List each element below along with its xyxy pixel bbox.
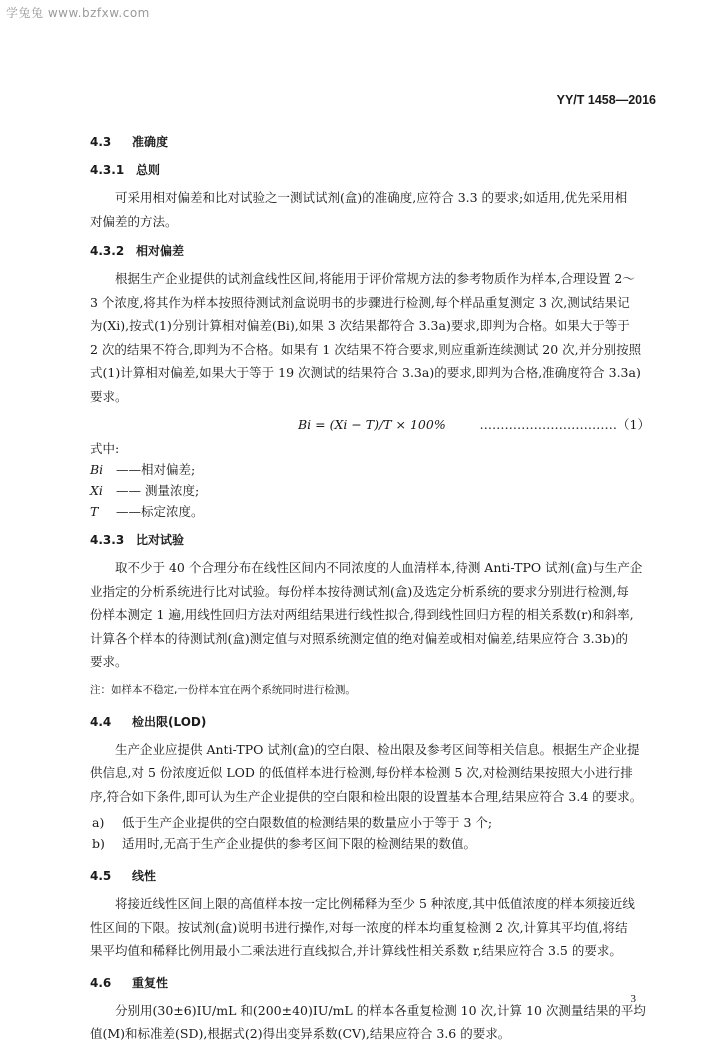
text-line: 值(M)和标准差(SD),根据式(2)得出变异系数(CV),结果应符合 3.6 的要求。 xyxy=(90,1026,511,1041)
text-line: 3 个浓度,将其作为样本按照待测试剂盒说明书的步骤进行检测,每个样品重复测定 3 次,测试结果记 xyxy=(90,294,630,310)
text-line: 要求。 xyxy=(90,654,128,669)
watermark: 学兔兔 www.bzfxw.com xyxy=(6,6,150,20)
section-title: 检出限(LOD) xyxy=(132,714,207,729)
text-line: 2 次的结果不符合,即判为不合格。如果有 1 次结果不符合要求,则应重新连续测试 20 次,并分别按照 xyxy=(90,341,642,357)
section-number: 4.5 xyxy=(90,869,112,883)
text-line: 式(1)计算相对偏差,如果大于等于 19 次测试的结果符合 3.3a)的要求,即判为合格,准确度符合 3.3a) xyxy=(90,365,641,380)
section-number: 4.3.2 xyxy=(90,244,125,258)
section-number: 4.3.1 xyxy=(90,163,125,177)
section-heading-4-5 xyxy=(90,862,650,890)
text-line: 取不少于 40 个合理分布在线性区间内不同浓度的人血清样本,待测 Anti-TPO 试剂(盒)与生产企 xyxy=(115,560,643,575)
paragraph-4-3-3 xyxy=(90,556,650,674)
section-title: 准确度 xyxy=(132,135,169,149)
formula-expression: Bi = (Xi − T)/T × 100% xyxy=(298,417,446,432)
section-heading-4-3-3 xyxy=(90,526,650,554)
list-item xyxy=(90,833,650,854)
list-item-text: 低于生产企业提供的空白限数值的检测结果的数量应小于等于 3 个; xyxy=(122,815,493,830)
symbol-description: ——标定浓度。 xyxy=(116,504,204,519)
definition-row xyxy=(90,480,650,501)
text-line: 计算各个样本的待测试剂(盒)测定值与对照系统测定值的绝对偏差或相对偏差,结果应符合 3.3b)的 xyxy=(90,630,628,646)
section-heading-4-3 xyxy=(90,128,650,156)
text-line: 分别用(30±6)IU/mL 和(200±40)IU/mL 的样本各重复检测 10 次,计算 10 次测量结果的平均 xyxy=(115,1002,646,1018)
symbol: Bi xyxy=(90,462,104,477)
symbol: Xi xyxy=(90,483,103,498)
section-number: 4.3.3 xyxy=(90,533,125,547)
symbol: T xyxy=(90,504,99,519)
section-title: 相对偏差 xyxy=(136,244,185,258)
paragraph-4-3-1 xyxy=(90,186,650,233)
standard-number: YY/T 1458—2016 xyxy=(556,93,656,107)
paragraph-4-5 xyxy=(90,892,650,963)
section-title: 重复性 xyxy=(132,975,169,990)
section-heading-4-4 xyxy=(90,708,650,736)
page-number: 3 xyxy=(630,993,636,1005)
section-title: 线性 xyxy=(132,869,157,883)
text-line: 供信息,对 5 份浓度近似 LOD 的低值样本进行检测,每份样本检测 5 次,对检测结果按照大小进行排 xyxy=(90,765,633,780)
definition-row xyxy=(90,459,650,480)
text-line: 为(Xi),按式(1)分别计算相对偏差(Bi),如果 3 次结果都符合 3.3a)要求,即判为合格。如果大于等于 xyxy=(90,318,630,333)
text-line: 序,符合如下条件,即可认为生产企业提供的空白限和检出限的设置基本合理,结果应符合 3.4 的要求。 xyxy=(90,788,643,804)
list-item-label: b) xyxy=(92,836,105,851)
section-number: 4.3 xyxy=(90,135,112,149)
section-number: 4.4 xyxy=(90,714,112,729)
document-body xyxy=(90,128,650,1050)
text-line: 份样本测定 1 遍,用线性回归方法对两组结果进行线性拟合,得到线性回归方程的相关系数(r)和斜率, xyxy=(90,607,634,622)
note: 注：如样本不稳定,一份样本宜在两个系统同时进行检测。 xyxy=(90,683,356,696)
list-item xyxy=(90,812,650,833)
symbol-definitions xyxy=(90,438,650,522)
section-heading-4-3-1 xyxy=(90,156,650,184)
text-line: 对偏差的方法。 xyxy=(90,213,178,229)
paragraph-4-6 xyxy=(90,999,650,1046)
text-line: 果平均值和稀释比例用最小二乘法进行直线拟合,并计算线性相关系数 r,结果应符合 3.5 的要求。 xyxy=(90,943,622,958)
formula-reference: ……………………………（1） xyxy=(479,417,650,432)
section-heading-4-3-2 xyxy=(90,237,650,265)
paragraph-4-4 xyxy=(90,738,650,809)
symbol-description: ——相对偏差; xyxy=(116,462,196,477)
text-line: 要求。 xyxy=(90,388,128,404)
list-item-label: a) xyxy=(92,815,105,830)
section-number: 4.6 xyxy=(90,975,112,990)
section-heading-4-6 xyxy=(90,969,650,997)
paragraph-4-3-2 xyxy=(90,267,650,408)
text-line: 将接近线性区间上限的高值样本按一定比例稀释为至少 5 种浓度,其中低值浓度的样本须接近线 xyxy=(115,896,635,911)
text-line: 根据生产企业提供的试剂盒线性区间,将能用于评价常规方法的参考物质作为样本,合理设置 2～ xyxy=(115,271,635,286)
formula-1 xyxy=(90,412,650,438)
text-line: 生产企业应提供 Anti-TPO 试剂(盒)的空白限、检出限及参考区间等相关信息。根据生产企业提 xyxy=(115,741,640,757)
where-label: 式中: xyxy=(90,441,120,456)
symbol-description: —— 测量浓度; xyxy=(116,483,200,498)
text-line: 业指定的分析系统进行比对试验。每份样本按待测试剂(盒)及选定分析系统的要求分别进行检测,每 xyxy=(90,583,629,599)
section-title: 总则 xyxy=(136,163,161,177)
text-line: 可采用相对偏差和比对试验之一测试试剂(盒)的准确度,应符合 3.3 的要求;如适用,优先采用相 xyxy=(115,190,628,205)
text-line: 性区间的下限。按试剂(盒)说明书进行操作,对每一浓度的样本均重复检测 2 次,计算其平均值,将结 xyxy=(90,919,628,935)
section-title: 比对试验 xyxy=(136,533,185,547)
definition-row xyxy=(90,501,650,522)
list-item-text: 适用时,无高于生产企业提供的参考区间下限的检测结果的数值。 xyxy=(122,836,476,851)
